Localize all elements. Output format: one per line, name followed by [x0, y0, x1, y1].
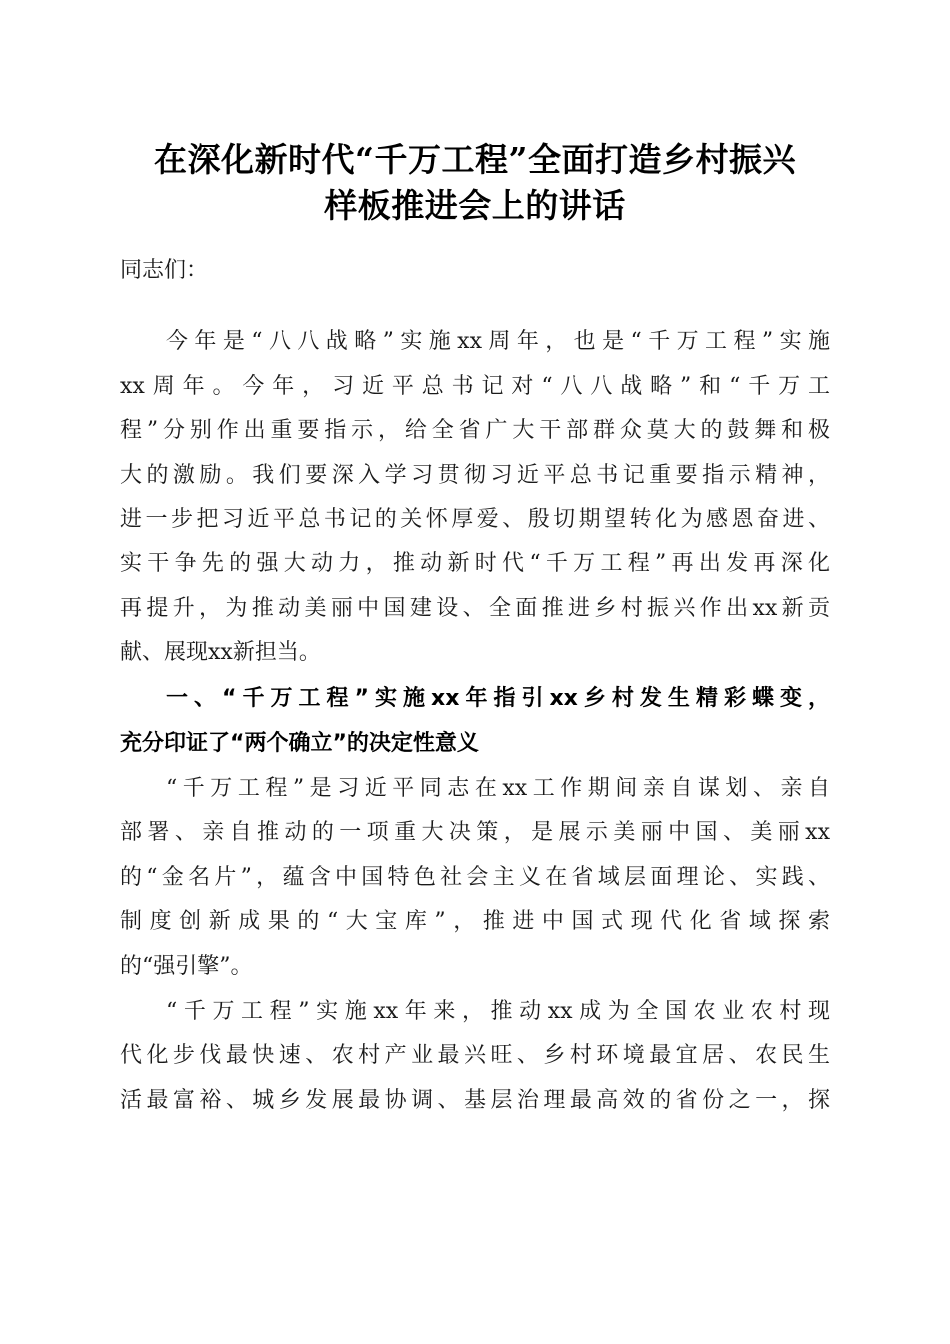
paragraph-2-line: 的“金名片”，蕴含中国特色社会主义在省域层面理论、实践、 [120, 865, 830, 890]
paragraph-1-line: 再提升，为推动美丽中国建设、全面推进乡村振兴作出xx新贡 [120, 596, 830, 621]
paragraph-2-line: 部署、亲自推动的一项重大决策，是展示美丽中国、美丽xx [120, 820, 830, 845]
paragraph-1-line: 进一步把习近平总书记的关怀厚爱、殷切期望转化为感恩奋进、 [120, 507, 830, 532]
document-title-line-1: 在深化新时代“千万工程”全面打造乡村振兴 [154, 140, 796, 179]
paragraph-3-line: 代化步伐最快速、农村产业最兴旺、乡村环境最宜居、农民生 [120, 1043, 830, 1068]
paragraph-1-line: 程”分别作出重要指示，给全省广大干部群众莫大的鼓舞和极 [120, 418, 830, 443]
paragraph-1-line: 大的激励。我们要深入学习贯彻习近平总书记重要指示精神， [120, 463, 830, 488]
salutation: 同志们： [120, 258, 209, 283]
paragraph-1-line: 今年是“八八战略”实施xx周年，也是“千万工程”实施 [166, 329, 830, 354]
paragraph-3-line: 活最富裕、城乡发展最协调、基层治理最高效的省份之一，探 [120, 1088, 830, 1113]
paragraph-2-line: 的“强引擎”。 [120, 954, 253, 979]
paragraph-3-line: “千万工程”实施xx年来，推动xx成为全国农业农村现 [166, 999, 830, 1024]
document-title-line-2: 样板推进会上的讲话 [324, 186, 626, 225]
paragraph-2-line: 制度创新成果的“大宝库”，推进中国式现代化省域探索 [120, 909, 830, 934]
section-heading-line-2: 充分印证了“两个确立”的决定性意义 [120, 731, 479, 756]
paragraph-1-line: 实干争先的强大动力，推动新时代“千万工程”再出发再深化 [120, 551, 830, 576]
paragraph-2-line: “千万工程”是习近平同志在xx工作期间亲自谋划、亲自 [166, 776, 830, 801]
paragraph-1-line: xx周年。今年，习近平总书记对“八八战略”和“千万工 [120, 374, 830, 399]
paragraph-1-line: 献、展现xx新担当。 [120, 640, 321, 665]
section-heading-line-1: 一、“千万工程”实施xx年指引xx乡村发生精彩蝶变， [166, 686, 830, 711]
